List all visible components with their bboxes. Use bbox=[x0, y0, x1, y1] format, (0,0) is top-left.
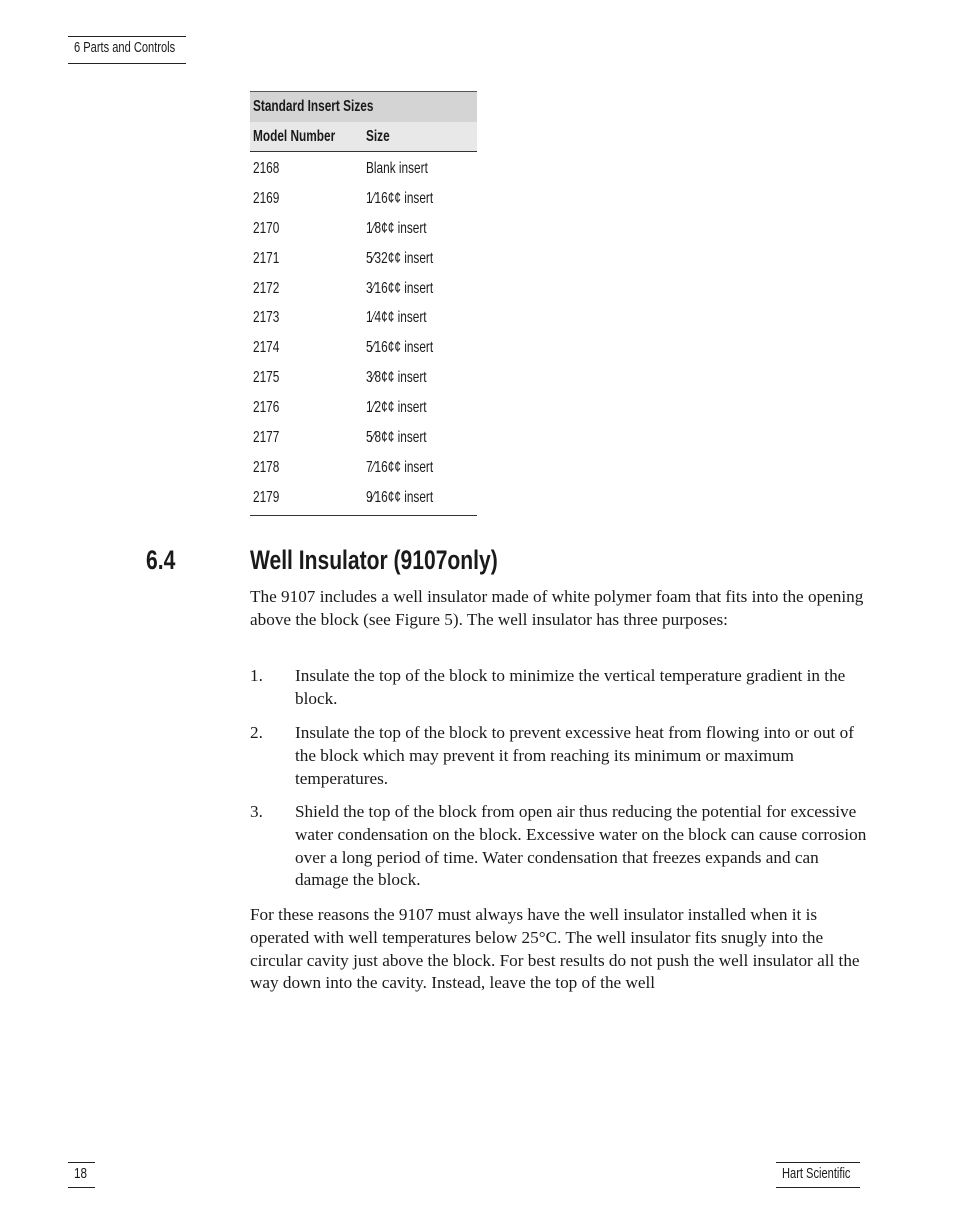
size-cell: 1⁄2¢¢ insert bbox=[366, 399, 427, 417]
table-row bbox=[250, 154, 477, 184]
footer-brand: Hart Scientific bbox=[782, 1165, 851, 1182]
section-number: 6.4 bbox=[146, 545, 176, 575]
list-item-text: Shield the top of the block from open air thus reducing the potential for excessive water condensation on the block. Excessive water on the block can cause corrosion over a long period of time. Water condensation that freezes expands and can damage the block. bbox=[295, 802, 867, 890]
table-row bbox=[250, 453, 477, 483]
table-row bbox=[250, 184, 477, 214]
table-row bbox=[250, 214, 477, 244]
model-number-cell: 2175 bbox=[253, 369, 280, 387]
page-number: 18 bbox=[74, 1165, 88, 1182]
section-title: Well Insulator (9107only) bbox=[250, 545, 498, 575]
running-header: 6 Parts and Controls bbox=[74, 39, 176, 56]
list-item bbox=[250, 801, 868, 892]
list-item-number: 3. bbox=[250, 802, 263, 821]
size-cell: 1⁄16¢¢ insert bbox=[366, 189, 434, 207]
column-header-size: Size bbox=[366, 128, 390, 145]
size-cell: 3⁄16¢¢ insert bbox=[366, 279, 434, 297]
intro-paragraph: The 9107 includes a well insulator made of white polymer foam that fits into the opening above the block (see Figure 5). The well insulator has three purposes: bbox=[250, 587, 864, 629]
model-number-cell: 2177 bbox=[253, 429, 280, 447]
table-row bbox=[250, 303, 477, 333]
table-row bbox=[250, 393, 477, 423]
size-cell: 3⁄8¢¢ insert bbox=[366, 369, 427, 387]
model-number-cell: 2179 bbox=[253, 488, 280, 506]
list-item-text: Insulate the top of the block to minimize the vertical temperature gradient in the block. bbox=[295, 666, 846, 708]
model-number-cell: 2174 bbox=[253, 339, 280, 357]
size-cell: 9⁄16¢¢ insert bbox=[366, 488, 434, 506]
table-row bbox=[250, 333, 477, 363]
size-cell: 1⁄4¢¢ insert bbox=[366, 309, 427, 327]
model-number-cell: 2172 bbox=[253, 279, 280, 297]
table-title: Standard Insert Sizes bbox=[253, 98, 374, 115]
table-body bbox=[250, 152, 477, 516]
size-cell: Blank insert bbox=[366, 160, 428, 177]
size-cell: 5⁄32¢¢ insert bbox=[366, 249, 434, 267]
table-row bbox=[250, 483, 477, 513]
list-item-text: Insulate the top of the block to prevent excessive heat from flowing into or out of the block which may prevent it from reaching its minimum or maximum temperatures. bbox=[295, 723, 854, 788]
size-cell: 5⁄8¢¢ insert bbox=[366, 429, 427, 447]
size-cell: 7⁄16¢¢ insert bbox=[366, 458, 434, 476]
model-number-cell: 2171 bbox=[253, 249, 280, 267]
list-item bbox=[250, 722, 868, 790]
model-number-cell: 2173 bbox=[253, 309, 280, 327]
closing-paragraph: For these reasons the 9107 must always have the well insulator installed when it is operated with well temperatures below 25°C. The well insulator fits snugly into the circular cavity just above the block. For best results do not push the well insulator all the way down into the cavity. Instead, leave the top of the well bbox=[250, 905, 860, 993]
model-number-cell: 2168 bbox=[253, 160, 280, 177]
table-title-bar bbox=[250, 91, 477, 122]
model-number-cell: 2176 bbox=[253, 399, 280, 417]
table-row bbox=[250, 244, 477, 274]
table-header-row bbox=[250, 122, 477, 152]
table-row bbox=[250, 423, 477, 453]
table-row bbox=[250, 274, 477, 304]
size-cell: 5⁄16¢¢ insert bbox=[366, 339, 434, 357]
list-item-number: 2. bbox=[250, 723, 263, 742]
size-cell: 1⁄8¢¢ insert bbox=[366, 219, 427, 237]
model-number-cell: 2178 bbox=[253, 458, 280, 476]
model-number-cell: 2169 bbox=[253, 189, 280, 207]
list-item bbox=[250, 665, 868, 711]
table-row bbox=[250, 363, 477, 393]
column-header-model: Model Number bbox=[253, 128, 336, 145]
list-item-number: 1. bbox=[250, 666, 263, 685]
insert-sizes-table bbox=[250, 91, 477, 516]
model-number-cell: 2170 bbox=[253, 219, 280, 237]
